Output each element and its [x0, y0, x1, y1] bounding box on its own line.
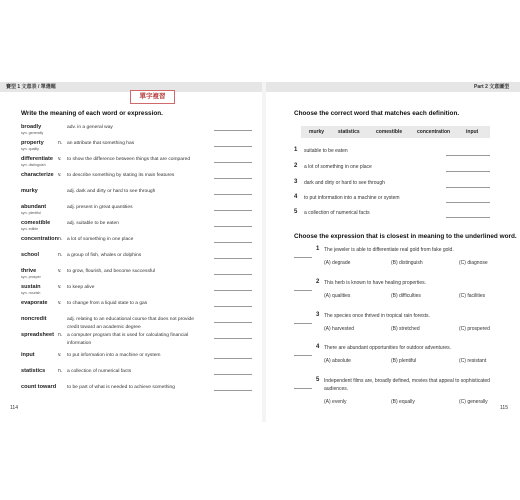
vocab-synonym: syn. prosper [21, 275, 41, 279]
vocab-pos: n. [58, 332, 63, 338]
definition-text: dark and dirty or hard to see through [304, 180, 385, 186]
answer-option[interactable]: (C) facilities [459, 293, 486, 299]
word-box [301, 126, 490, 138]
vocab-word: characterize [21, 172, 54, 178]
word-box-item: concentration [417, 129, 451, 135]
answer-line[interactable] [446, 202, 490, 203]
vocab-pos: v. [58, 352, 62, 358]
vocab-word: murky [21, 188, 38, 194]
question-text: The jeweler is able to differentiate real gold from fake gold. [324, 247, 454, 253]
vocab-definition: to put information into a machine or system [67, 353, 161, 358]
page-number-left: 114 [10, 405, 18, 411]
answer-option[interactable]: (A) qualities [324, 293, 351, 299]
answer-option[interactable]: (C) resistant [459, 358, 487, 364]
definition-number: 3 [294, 179, 298, 185]
answer-line[interactable] [294, 290, 312, 291]
answer-line[interactable] [214, 390, 252, 391]
question-text-cont: audiences. [324, 386, 349, 392]
question-text: The species once thrived in tropical rain forests. [324, 313, 430, 319]
vocab-word: differentiate [21, 156, 54, 162]
answer-line[interactable] [446, 155, 490, 156]
vocab-definition: to show the difference between things that are compared [67, 157, 191, 162]
left-instruction: Write the meaning of each word or expression. [21, 110, 163, 117]
vocab-definition: to grow, flourish, and become successful [67, 269, 156, 274]
vocab-definition: to be part of what is needed to achieve something [67, 385, 175, 390]
answer-option[interactable]: (B) distinguish [391, 260, 423, 266]
vocab-synonym: syn. quality [21, 147, 39, 151]
vocab-word: spreadsheet [21, 332, 54, 338]
vocab-word: broadly [21, 124, 42, 130]
vocab-word: evaporate [21, 300, 48, 306]
right-instruction-2: Choose the expression that is closest in meaning to the underlined word. [294, 233, 517, 240]
answer-option[interactable]: (C) diagnose [459, 260, 488, 266]
vocab-word: noncredit [21, 316, 47, 322]
answer-line[interactable] [214, 258, 252, 259]
vocab-definition: a lot of something in one place [67, 237, 134, 242]
answer-option[interactable]: (B) difficulties [391, 293, 421, 299]
answer-line[interactable] [214, 210, 252, 211]
answer-line[interactable] [294, 388, 312, 389]
vocab-definition: adj. suitable to be eaten [67, 221, 119, 226]
vocab-pos: n. [58, 368, 63, 374]
definition-text: to put information into a machine or system [304, 195, 400, 201]
question-text: There are abundant opportunities for outdoor adventures. [324, 345, 452, 351]
question-number: 5 [316, 377, 320, 383]
answer-option[interactable]: (B) equally [391, 399, 415, 405]
vocab-definition: to keep alive [67, 285, 95, 290]
word-box-item: statistics [338, 129, 360, 135]
answer-line[interactable] [446, 187, 490, 188]
vocab-pos: n. [58, 252, 63, 258]
vocab-review-badge: 單字複習 [130, 90, 175, 104]
vocab-pos: v. [58, 300, 62, 306]
vocab-word: abundant [21, 204, 47, 210]
answer-line[interactable] [446, 171, 490, 172]
definition-number: 4 [294, 194, 298, 200]
vocab-word: thrive [21, 268, 37, 274]
definition-number: 1 [294, 147, 298, 153]
vocab-synonym: syn. nourish [21, 291, 41, 295]
answer-option[interactable]: (A) absolute [324, 358, 351, 364]
vocab-definition: adj. dark and dirty or hard to see through [67, 189, 156, 194]
page-gutter [262, 82, 266, 422]
vocab-definition: a computer program that is used for calculating financial information [67, 333, 189, 346]
answer-line[interactable] [214, 242, 252, 243]
vocab-definition: adj. present in great quantities [67, 205, 133, 210]
vocab-definition: adj. relating to an educational course that does not provide credit toward an academic degree [67, 317, 194, 330]
vocab-synonym: syn. distinguish [21, 163, 46, 167]
answer-option[interactable]: (B) plentiful [391, 358, 417, 364]
definition-text: a lot of something in one place [304, 164, 372, 170]
answer-line[interactable] [214, 130, 252, 131]
vocab-word: property [21, 140, 44, 146]
answer-line[interactable] [214, 322, 252, 323]
answer-line[interactable] [214, 290, 252, 291]
vocab-definition: a collection of numerical facts [67, 369, 132, 374]
vocab-pos: v. [58, 156, 62, 162]
right-header-label: Part 2 文意圖型 [474, 84, 510, 90]
definition-number: 2 [294, 163, 298, 169]
vocab-definition: adv. in a general way [67, 125, 113, 130]
vocab-word: count toward [21, 384, 57, 390]
vocab-word: comestible [21, 220, 51, 226]
vocab-word: school [21, 252, 40, 258]
answer-line[interactable] [214, 146, 252, 147]
answer-line[interactable] [446, 217, 490, 218]
answer-line[interactable] [214, 374, 252, 375]
vocab-word: sustain [21, 284, 41, 290]
vocab-word: concentration [21, 236, 58, 242]
answer-line[interactable] [214, 274, 252, 275]
answer-line[interactable] [214, 178, 252, 179]
answer-line[interactable] [294, 257, 312, 258]
vocab-word: input [21, 352, 35, 358]
question-text: This herb is known to have healing properties. [324, 280, 427, 286]
right-instruction-1: Choose the correct word that matches each definition. [294, 110, 460, 117]
answer-option[interactable]: (C) prospered [459, 326, 490, 332]
vocab-word: statistics [21, 368, 46, 374]
vocab-synonym: syn. generally [21, 131, 44, 135]
vocab-definition: to describe something by stating its main features [67, 173, 175, 178]
vocab-pos: v. [58, 172, 62, 178]
question-number: 1 [316, 246, 320, 252]
answer-line[interactable] [294, 323, 312, 324]
question-text: Independent films are, broadly defined, movies that appeal to sophisticated [324, 378, 490, 384]
word-box-item: input [466, 129, 479, 135]
vocab-synonym: syn. edible [21, 227, 39, 231]
answer-line[interactable] [214, 194, 252, 195]
vocab-pos: v. [58, 268, 62, 274]
answer-line[interactable] [214, 338, 252, 339]
answer-line[interactable] [294, 355, 312, 356]
definition-number: 5 [294, 209, 298, 215]
word-box-item: comestible [376, 129, 403, 135]
vocab-definition: a group of fish, whales or dolphins [67, 253, 142, 258]
answer-line[interactable] [214, 162, 252, 163]
answer-option[interactable]: (A) evenly [324, 399, 347, 405]
vocab-definition: an attribute that something has [67, 141, 135, 146]
definition-text: suitable to be eaten [304, 148, 348, 154]
left-header-label: 賽型 1 文意表 / 單選題 [6, 84, 56, 90]
vocab-pos: n. [58, 236, 63, 242]
question-number: 3 [316, 312, 320, 318]
answer-option[interactable]: (B) stretched [391, 326, 420, 332]
answer-line[interactable] [214, 358, 252, 359]
answer-option[interactable]: (A) degrade [324, 260, 351, 266]
vocab-pos: n. [58, 140, 63, 146]
answer-line[interactable] [214, 306, 252, 307]
definition-text: a collection of numerical facts [304, 210, 370, 216]
vocab-pos: v. [58, 284, 62, 290]
answer-option[interactable]: (A) harvested [324, 326, 355, 332]
question-number: 4 [316, 344, 320, 350]
answer-line[interactable] [214, 226, 252, 227]
page-number-right: 115 [500, 405, 508, 411]
question-number: 2 [316, 279, 320, 285]
word-box-item: murky [309, 129, 325, 135]
vocab-definition: to change from a liquid state to a gas [67, 301, 148, 306]
vocab-synonym: syn. plentiful [21, 211, 41, 215]
answer-option[interactable]: (C) generally [459, 399, 488, 405]
